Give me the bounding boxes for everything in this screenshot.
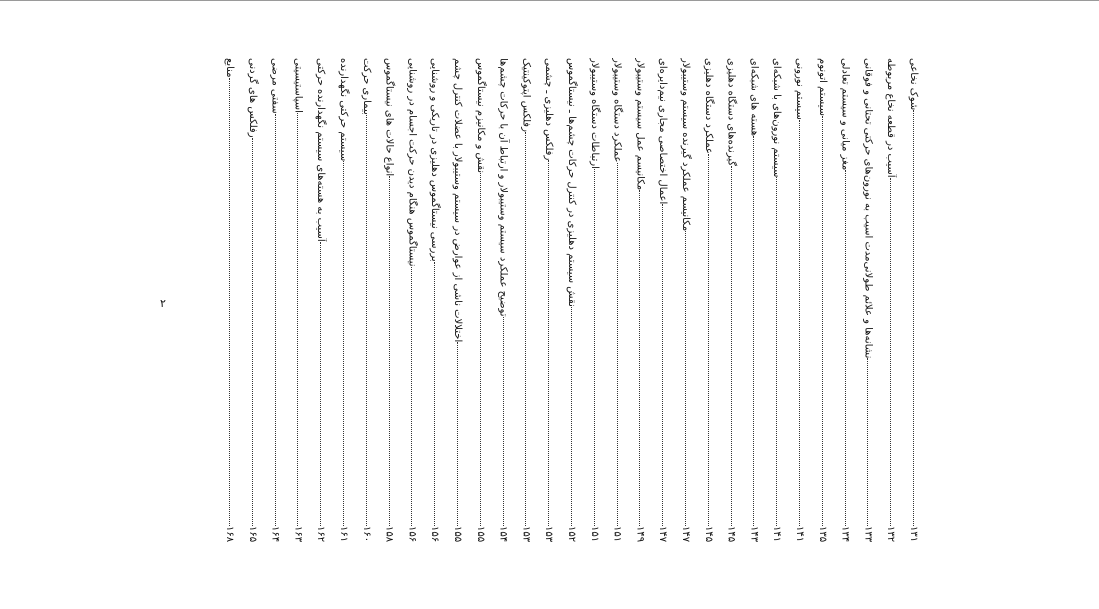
toc-entry	[360, 58, 373, 544]
toc-page-number: ۱۳۲	[885, 525, 897, 542]
toc-entry	[747, 58, 760, 544]
toc-page-number: ۱۵۳	[543, 525, 555, 542]
toc-dot-leader	[571, 307, 573, 526]
toc-entry-title: سفتی مرضی	[269, 58, 281, 114]
toc-entry	[314, 58, 327, 544]
toc-page-number: ۱۴۷	[657, 525, 669, 542]
toc-entry	[816, 58, 829, 544]
toc-dot-leader	[845, 170, 847, 526]
toc-page-number: ۱۴۵	[702, 525, 714, 542]
toc-entry	[246, 58, 259, 544]
toc-entry-title: رفلکس دهلیزی ـ چشمی	[543, 58, 555, 161]
toc-entry-title: هسته های شبکه‌ای	[748, 58, 760, 136]
toc-entry-title: عملکرد دستگاه دهلیزی	[702, 58, 714, 154]
toc-entry-title: منابع	[224, 58, 235, 78]
toc-dot-leader	[753, 136, 755, 526]
table-of-contents	[190, 58, 920, 544]
toc-dot-leader	[389, 176, 391, 526]
toc-dot-leader	[708, 154, 710, 526]
toc-page-number: ۱۵۳	[520, 525, 532, 542]
toc-entry	[907, 58, 920, 544]
toc-dot-leader	[776, 177, 778, 526]
toc-entry-title: سیستم اتونوم	[816, 58, 828, 117]
toc-dot-leader	[731, 166, 733, 526]
toc-entry	[611, 58, 624, 544]
toc-entry	[451, 58, 464, 544]
toc-page-number: ۱۵۴	[497, 525, 509, 542]
toc-entry	[884, 58, 897, 544]
toc-entry	[656, 58, 669, 544]
toc-dot-leader	[457, 342, 459, 526]
toc-dot-leader	[662, 204, 664, 526]
toc-entry-title: شوک نخاعی	[908, 58, 919, 111]
toc-entry	[793, 58, 806, 544]
toc-entry	[565, 58, 578, 544]
toc-entry	[770, 58, 783, 544]
toc-entry	[405, 58, 418, 544]
toc-entry-title: نیستاگموس هنگام دیدن حرکت اجسام در روشنایی	[406, 58, 418, 267]
toc-entry-title: اعمال اختصاصی مجاری نیم‌دایره‌ای	[657, 58, 669, 205]
toc-page-number: ۱۶۵	[246, 525, 258, 542]
toc-entry-title: بیماری حرکت	[360, 58, 372, 115]
toc-page-number: ۱۶۳	[292, 525, 304, 542]
toc-dot-leader	[639, 190, 641, 526]
toc-entry	[633, 58, 646, 544]
toc-entry	[269, 58, 282, 544]
toc-page-number: ۱۴۱	[794, 525, 805, 542]
toc-dot-leader	[252, 138, 254, 526]
toc-page-number: ۱۶۸	[224, 525, 235, 542]
toc-dot-leader	[799, 120, 801, 526]
toc-entry	[679, 58, 692, 544]
toc-page-number: ۱۴۷	[680, 525, 691, 542]
toc-entry-title: مغز میانی و سیستم تعادلی	[839, 58, 851, 171]
page-number: ۲	[160, 297, 166, 310]
toc-entry-title: نشانه‌ها و علائم طولانی‌مدت آسیب به نورون‌های حرکتی تحتانی و فوقانی	[862, 58, 874, 359]
toc-entry-title: مکانیسم عملکرد گیرنده سیستم وستیبولار	[680, 58, 691, 232]
toc-page-number: ۱۵۲	[566, 525, 577, 542]
toc-entry-title: اسپاستیسیتی	[292, 58, 304, 113]
toc-entry-title: رفلکس های گردنی	[246, 58, 258, 138]
toc-entry-title: گیرنده‌های دستگاه دهلیزی	[725, 58, 737, 167]
toc-entry	[497, 58, 510, 544]
toc-entry	[861, 58, 874, 544]
toc-page-number: ۱۶۲	[315, 525, 327, 542]
toc-page-number: ۱۵۵	[452, 525, 463, 542]
toc-entry	[474, 58, 487, 544]
toc-dot-leader	[503, 317, 505, 526]
toc-page-number: ۱۳۳	[862, 525, 874, 542]
toc-dot-leader	[822, 116, 824, 526]
toc-dot-leader	[913, 110, 915, 526]
toc-dot-leader	[275, 114, 277, 526]
toc-entry	[725, 58, 738, 544]
toc-page-number: ۱۳۱	[908, 525, 919, 542]
toc-dot-leader	[343, 161, 345, 526]
toc-entry	[588, 58, 601, 544]
toc-page-number: ۱۵۵	[474, 525, 486, 542]
toc-dot-leader	[890, 178, 892, 526]
toc-entry-title: سیستم نورون‌های با شبکه‌ای	[771, 58, 783, 178]
toc-dot-leader	[320, 242, 322, 526]
toc-entry	[542, 58, 555, 544]
toc-entry-title: ارتباطات دستگاه وستیبولار	[588, 58, 600, 169]
toc-dot-leader	[229, 78, 231, 526]
top-border	[0, 0, 1099, 1]
toc-page-number: ۱۳۴	[839, 525, 851, 542]
toc-page-number: ۱۴۳	[748, 525, 760, 542]
toc-dot-leader	[594, 169, 596, 526]
toc-entry	[702, 58, 715, 544]
toc-entry-title: انواع حالات های نیستاگموس	[383, 58, 395, 177]
toc-entry-title: آسیب به هسته‌های سیستم نگهدارنده حرکتی	[315, 58, 327, 242]
toc-entry-title: بررسی نیستاگموس دهلیزی در تاریکی و روشنایی	[429, 58, 441, 262]
toc-entry	[223, 58, 236, 544]
toc-dot-leader	[867, 358, 869, 526]
toc-entry-title: مکانیسم عمل سیستم وستیبولار	[634, 58, 646, 191]
toc-entry	[383, 58, 396, 544]
toc-entry-title: سیستم نورونی	[794, 58, 805, 120]
toc-entry	[839, 58, 852, 544]
toc-page-number: ۱۳۵	[816, 525, 828, 542]
toc-dot-leader	[297, 113, 299, 526]
toc-entry-title: نقش و مکانیزم نیستاگموس	[474, 58, 486, 174]
toc-dot-leader	[525, 132, 527, 526]
toc-dot-leader	[548, 160, 550, 526]
toc-entry	[337, 58, 350, 544]
toc-entry-title: سیستم حرکتی نگهدارنده	[338, 58, 349, 162]
toc-page-number: ۱۴۱	[771, 525, 783, 542]
toc-dot-leader	[434, 262, 436, 526]
toc-page-number: ۱۵۱	[588, 525, 600, 542]
toc-entry-title: عملکرد دستگاه وستیبولار	[611, 58, 623, 163]
toc-page-number: ۱۵۱	[611, 525, 623, 542]
toc-entry-title: آسیب در قطعه نخاع مربوطه	[885, 58, 897, 178]
toc-dot-leader	[366, 115, 368, 526]
toc-page-number: ۱۵۸	[383, 525, 395, 542]
toc-entry-title: اختلالات ناشی از عوارض در سیستم وستیبولار با عضلات کنترل چشم	[452, 58, 463, 343]
toc-page-number: ۱۵۶	[429, 525, 441, 542]
toc-page-number: ۱۴۵	[725, 525, 737, 542]
toc-entry	[519, 58, 532, 544]
toc-entry-title: توضیح عملکرد سیستم وستیبولار و ارتباط آن با حرکات چشم‌ها	[497, 58, 509, 317]
toc-dot-leader	[685, 231, 687, 526]
toc-entry-title: نقش سیستم دهلیزی در کنترل حرکات چشم‌ها ـ نیستاگموس	[566, 58, 577, 307]
toc-page-number: ۱۵۶	[406, 525, 418, 542]
toc-page-number: ۱۶۱	[338, 525, 349, 542]
toc-entry	[291, 58, 304, 544]
toc-page-number: ۱۶۰	[360, 525, 372, 542]
toc-page-number: ۱۴۹	[634, 525, 646, 542]
toc-dot-leader	[617, 163, 619, 526]
toc-entry	[428, 58, 441, 544]
toc-page-number: ۱۶۴	[269, 525, 281, 542]
toc-entry-title: رفلکس اپتوکینتیک	[520, 58, 532, 132]
toc-dot-leader	[411, 267, 413, 526]
toc-dot-leader	[480, 173, 482, 526]
